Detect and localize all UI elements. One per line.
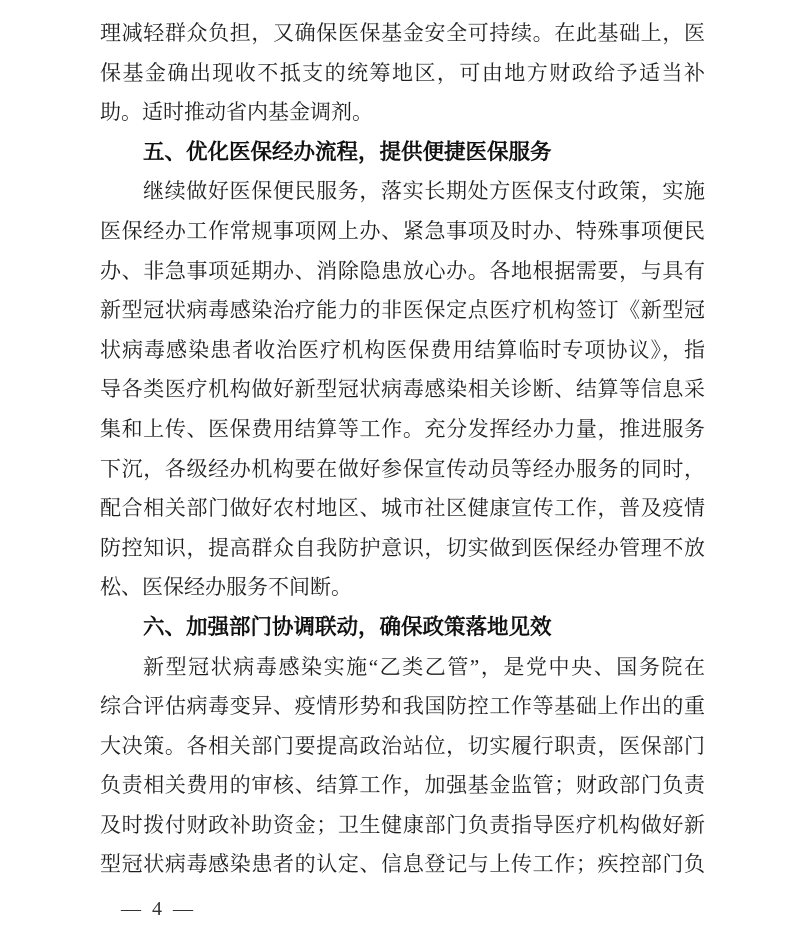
- body-text-line: 保基金确出现收不抵支的统筹地区，可由地方财政给予适当补: [100, 60, 705, 85]
- body-text-line: 办、非急事项延期办、消除隐患放心办。各地根据需要，与具有: [100, 258, 705, 283]
- body-text-line: 型冠状病毒感染患者的认定、信息登记与上传工作；疾控部门负: [100, 852, 705, 877]
- body-text-line: 继续做好医保便民服务，落实长期处方医保支付政策，实施: [143, 179, 705, 204]
- body-text-line: 下沉，各级经办机构要在做好参保宣传动员等经办服务的同时，: [100, 456, 705, 481]
- body-text-line: 新型冠状病毒感染治疗能力的非医保定点医疗机构签订《新型冠: [100, 298, 705, 323]
- body-text-line: 松、医保经办服务不间断。: [100, 575, 352, 600]
- body-text-line: 及时拨付财政补助资金；卫生健康部门负责指导医疗机构做好新: [100, 812, 705, 837]
- section-heading: 五、优化医保经办流程，提供便捷医保服务: [143, 139, 552, 164]
- body-text-line: 负责相关费用的审核、结算工作，加强基金监管；财政部门负责: [100, 773, 705, 798]
- body-text-line: 状病毒感染患者收治医疗机构医保费用结算临时专项协议》，指: [100, 337, 705, 362]
- page-number: — 4 —: [121, 898, 196, 920]
- body-text-line: 理减轻群众负担，又确保医保基金安全可持续。在此基础上，医: [100, 21, 705, 45]
- body-text-line: 医保经办工作常规事项网上办、紧急事项及时办、特殊事项便民: [100, 218, 705, 243]
- body-text-line: 集和上传、医保费用结算等工作。充分发挥经办力量，推进服务: [100, 416, 705, 441]
- body-text-line: 助。适时推动省内基金调剂。: [100, 100, 373, 125]
- document-body: [100, 14, 705, 885]
- body-text-line: 大决策。各相关部门要提高政治站位，切实履行职责，医保部门: [100, 733, 705, 758]
- body-text-line: 导各类医疗机构做好新型冠状病毒感染相关诊断、结算等信息采: [100, 377, 705, 402]
- section-heading: 六、加强部门协调联动，确保政策落地见效: [143, 614, 552, 639]
- body-text-line: 防控知识，提高群众自我防护意识，切实做到医保经办管理不放: [100, 535, 705, 560]
- body-text-line: 综合评估病毒变异、疫情形势和我国防控工作等基础上作出的重: [100, 694, 705, 719]
- body-text-line: 配合相关部门做好农村地区、城市社区健康宣传工作，普及疫情: [100, 496, 705, 521]
- body-text-line: 新型冠状病毒感染实施“乙类乙管”，是党中央、国务院在: [143, 654, 705, 679]
